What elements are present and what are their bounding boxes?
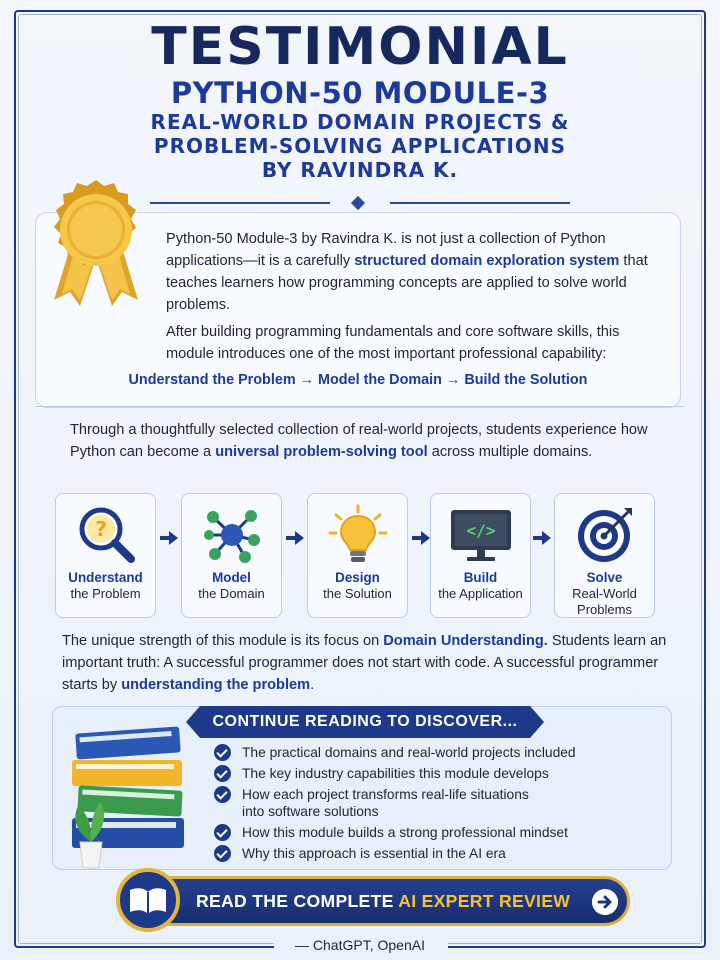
list-item: Why this approach is essential in the AI era — [214, 845, 644, 862]
header-divider — [150, 198, 570, 208]
intro-paragraph-2: After building programming fundamentals and core software skills, this module introduces one of the most important professional capability: — [166, 324, 620, 362]
check-circle-icon — [214, 786, 231, 803]
step-solve — [554, 493, 655, 618]
step-title: Understand — [68, 570, 143, 585]
list-item: How this module builds a strong professional mindset — [214, 824, 644, 841]
section-divider — [36, 406, 684, 407]
page-title: TESTIMONIAL — [151, 17, 569, 77]
step-subtitle: the Solution — [323, 586, 392, 601]
signature: — ChatGPT, OpenAI — [295, 937, 425, 953]
list-item: The key industry capabilities this module develops — [214, 765, 644, 782]
arrow-right-icon — [533, 531, 551, 545]
check-circle-icon — [214, 765, 231, 782]
check-circle-icon — [214, 845, 231, 862]
domain-paragraph: The unique strength of this module is its focus on Domain Understanding. Students learn an important truth: A successful programmer does not start with code. A successful programmer starts by understanding the problem. — [62, 633, 667, 693]
check-circle-icon — [214, 744, 231, 761]
step-understand — [55, 493, 156, 618]
list-item: How each project transforms real-life situations into software solutions — [214, 786, 644, 820]
arrow-right-icon — [160, 531, 178, 545]
step-title: Build — [463, 570, 498, 585]
diamond-ornament-icon — [351, 196, 365, 210]
svg-text:?: ? — [94, 517, 107, 541]
step-build — [430, 493, 531, 618]
discover-banner: CONTINUE READING TO DISCOVER... — [200, 706, 530, 738]
network-nodes-icon — [201, 504, 263, 566]
discover-list — [214, 744, 644, 866]
open-book-icon[interactable] — [116, 868, 180, 932]
step-title: Design — [335, 570, 380, 585]
code-monitor-icon — [447, 504, 515, 566]
arrow-right-icon — [286, 531, 304, 545]
projects-paragraph: Through a thoughtfully selected collection of real-world projects, students experience how Python can become a universal problem-solving tool across multiple domains. — [70, 422, 648, 460]
step-subtitle: the Problem — [70, 586, 141, 601]
intro-paragraph-1: Python-50 Module-3 by Ravindra K. is not just a collection of Python applications—it is a carefully structured domain exploration system that teaches learners how programming concepts are applied to solve world problems. — [166, 231, 648, 313]
step-title: Model — [212, 570, 251, 585]
arrow-right-icon — [412, 531, 430, 545]
process-steps — [55, 493, 655, 619]
magnifier-question-icon — [75, 504, 137, 566]
step-subtitle: the Domain — [198, 586, 265, 601]
step-subtitle: Real-World Problems — [572, 586, 637, 617]
arrow-circle-right-icon[interactable] — [592, 889, 618, 915]
header — [0, 18, 720, 182]
step-design — [307, 493, 408, 618]
step-subtitle: the Application — [438, 586, 523, 601]
tagline-line-2: PROBLEM-SOLVING APPLICATIONS — [153, 134, 567, 158]
target-icon — [574, 504, 636, 566]
book-stack-icon — [64, 722, 194, 870]
check-circle-icon — [214, 824, 231, 841]
read-review-label[interactable]: READ THE COMPLETE AI EXPERT REVIEW — [196, 891, 571, 911]
gold-medal-icon — [40, 178, 152, 314]
svg-text:</>: </> — [466, 521, 495, 540]
step-title: Solve — [586, 570, 623, 585]
process-flow-text: Understand the Problem → Model the Domain → Build the Solution — [128, 372, 588, 388]
tagline-line-3: BY RAVINDRA K. — [261, 158, 459, 182]
tagline-line-1: REAL-WORLD DOMAIN PROJECTS & — [150, 110, 570, 134]
step-model — [181, 493, 282, 618]
list-item: The practical domains and real-world projects included — [214, 744, 644, 761]
lightbulb-icon — [327, 504, 389, 566]
page-subtitle: PYTHON-50 MODULE-3 — [170, 76, 550, 110]
